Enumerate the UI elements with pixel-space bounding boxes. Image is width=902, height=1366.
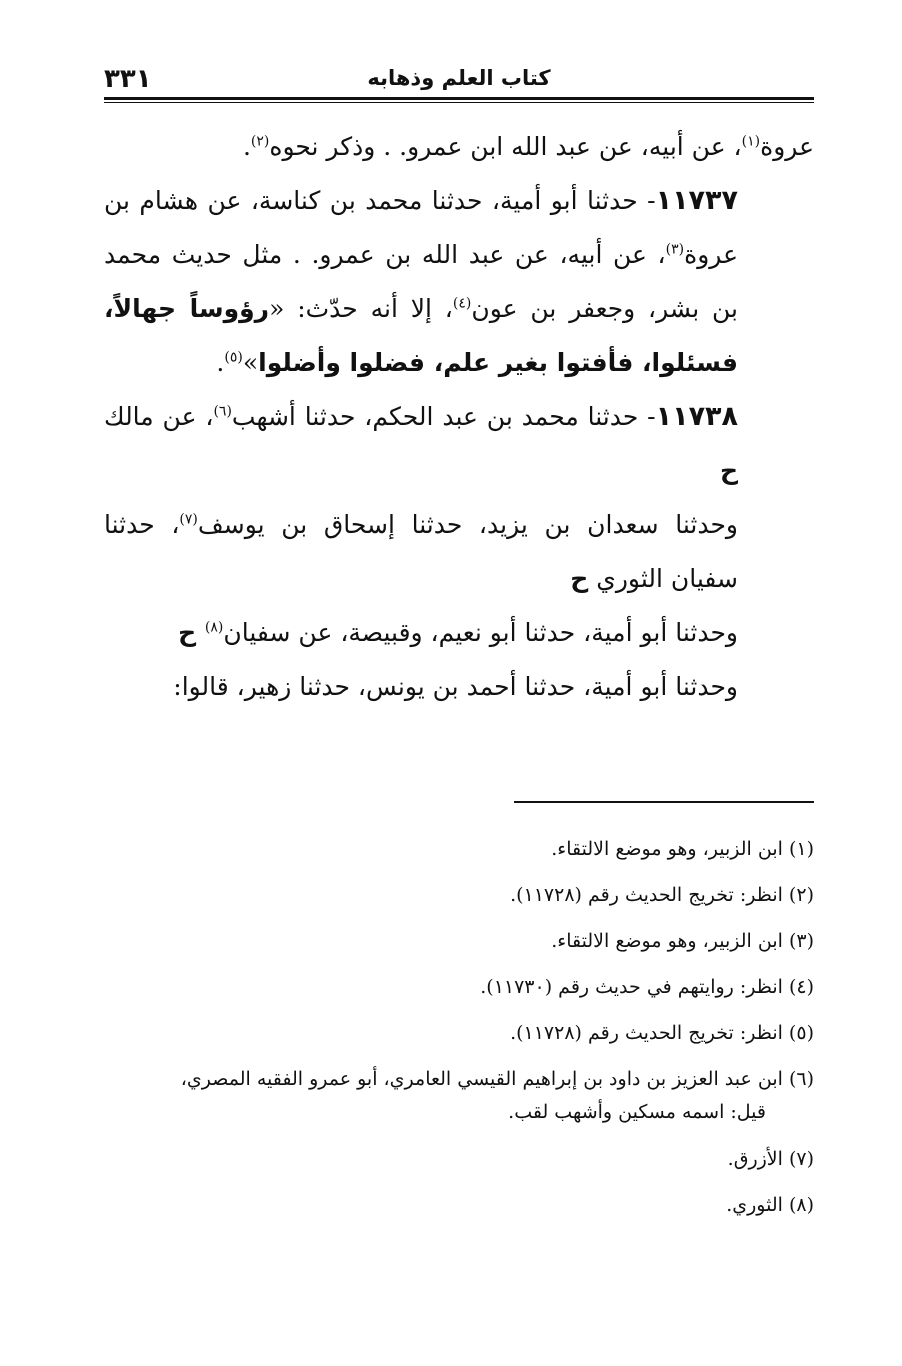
footnote-8: (٨) الثوري. — [726, 1194, 814, 1216]
hadith-number: ١١٧٣٧ — [655, 185, 738, 216]
chain-4: وحدثنا أبو أمية، حدثنا أحمد بن يونس، حدثنا زهير، قالوا: — [173, 672, 738, 701]
tahwil-mark: ح — [719, 456, 738, 485]
footnote-7: (٧) الأزرق. — [727, 1148, 814, 1170]
footnote-2: (٢) انظر: تخريج الحديث رقم (١١٧٢٨). — [510, 884, 814, 906]
hadith-11738: ١١٧٣٨- حدثنا محمد بن عبد الحكم، حدثنا أشهب$^{(٦)}$، عن مالك ح — [104, 401, 739, 485]
tahwil-mark: ح — [570, 564, 589, 593]
note-ref-7: (٧) — [179, 511, 198, 528]
footnote-6: (٦) ابن عبد العزيز بن داود بن إبراهيم القيسي العامري، أبو عمرو الفقيه المصري، — [180, 1068, 814, 1090]
footnote-4: (٤) انظر: روايتهم في حديث رقم (١١٧٣٠). — [480, 976, 814, 998]
tahwil-mark: ح — [178, 618, 205, 647]
chapter-title: كتاب العلم وذهابه — [367, 66, 551, 90]
chain-2: وحدثنا سعدان بن يزيد، حدثنا إسحاق بن يوسف$^{(٧)}$، حدثنا سفيان الثوري ح — [104, 510, 738, 593]
footnote-separator — [514, 801, 814, 803]
hadith-11737: ١١٧٣٧- حدثنا أبو أمية، حدثنا محمد بن كناسة، عن هشام بن عروة$^{(٣)}$، عن أبيه، عن عبد الله بن عمرو. . مثل حديث محمد بن بشر، وجعفر بن عون$^{(٤)}$، إلا أنه حدّث: «رؤوساً جهالاً، فسئلوا، فأفتوا بغير علم، فضلوا وأضلوا»$^{(٥)}$. — [104, 185, 739, 377]
footnote-6-continued: قيل: اسمه مسكين وأشهب لقب. — [508, 1101, 766, 1123]
note-ref-5: (٥) — [224, 349, 243, 366]
note-ref-3: (٣) — [665, 241, 685, 258]
footnotes — [104, 826, 814, 1228]
paragraph-1: عروة$^{(١)}$، عن أبيه، عن عبد الله ابن عمرو. . وذكر نحوه$^{(٢)}$. — [242, 132, 814, 161]
main-text — [104, 120, 814, 714]
footnote-1: (١) ابن الزبير، وهو موضع الالتقاء. — [551, 838, 814, 860]
note-ref-8: (٨) — [204, 619, 224, 636]
note-ref-2: (٢) — [250, 133, 270, 150]
footnote-5: (٥) انظر: تخريج الحديث رقم (١١٧٢٨). — [510, 1022, 814, 1044]
note-ref-4: (٤) — [452, 295, 472, 312]
page-number: ٣٣١ — [104, 64, 152, 94]
note-ref-6: (٦) — [213, 403, 232, 420]
hadith-number: ١١٧٣٨ — [655, 401, 739, 432]
header-rule-thin — [104, 102, 814, 103]
running-header — [104, 64, 814, 96]
chain-3: وحدثنا أبو أمية، حدثنا أبو نعيم، وقبيصة، عن سفيان$^{(٨)}$ ح — [178, 618, 738, 647]
note-ref-1: (١) — [741, 133, 761, 150]
footnote-3: (٣) ابن الزبير، وهو موضع الالتقاء. — [551, 930, 814, 952]
header-rule-thick — [104, 97, 814, 100]
quoted-text: رؤوساً جهالاً، فسئلوا، فأفتوا بغير علم، فضلوا وأضلوا — [104, 294, 738, 377]
